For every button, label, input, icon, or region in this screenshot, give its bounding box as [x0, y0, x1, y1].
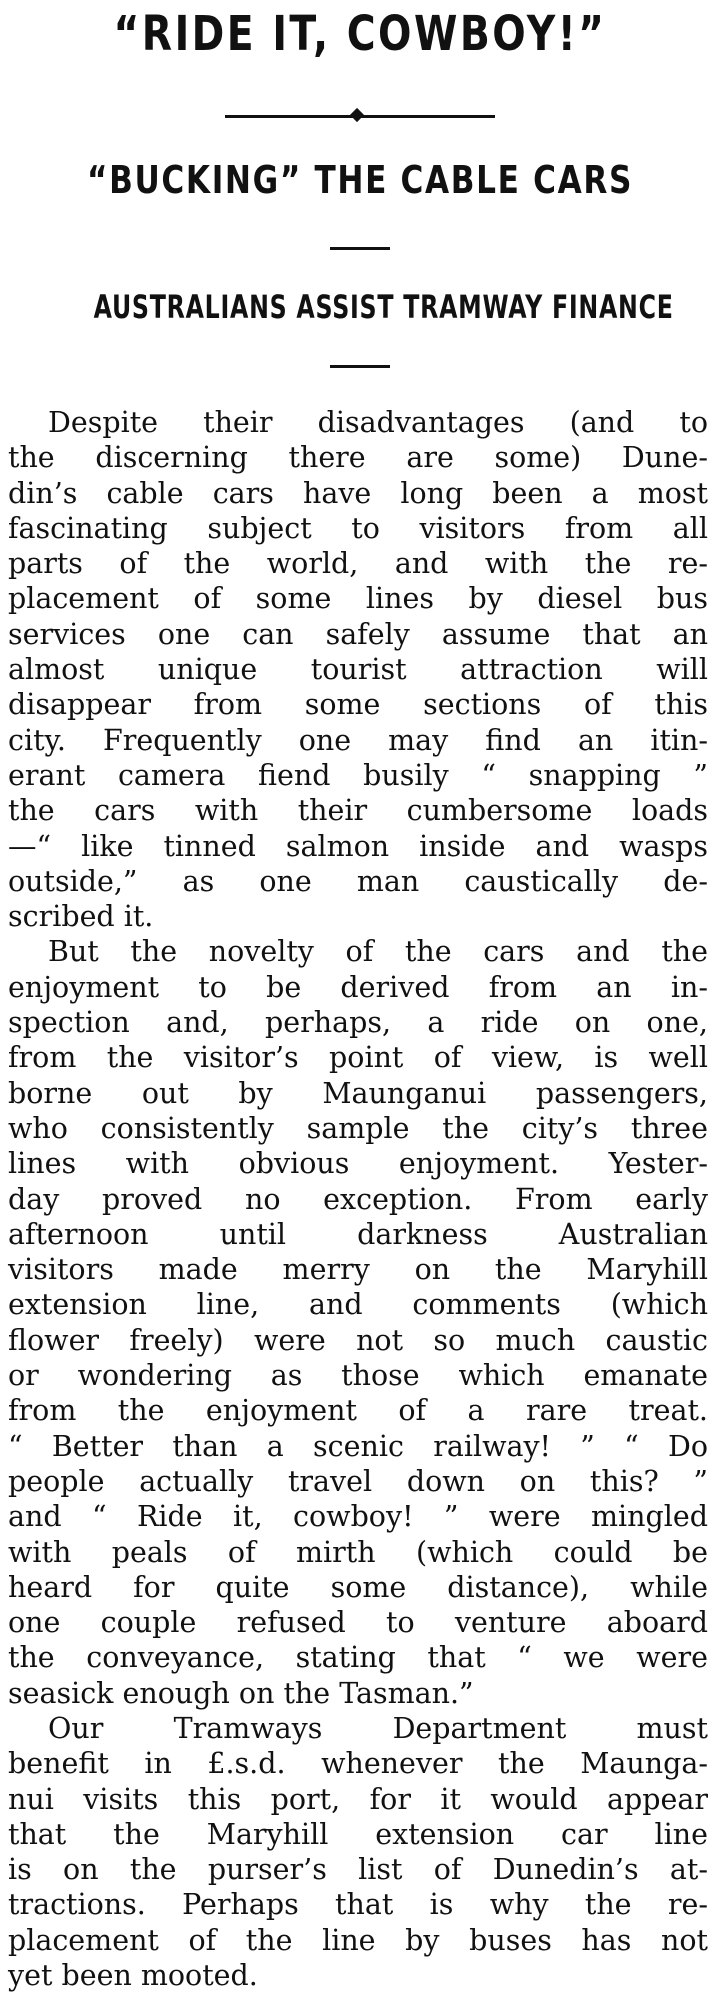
- article-line: “ Better than a scenic railway! ” “ Do: [8, 1429, 708, 1463]
- article-line: is on the purser’s list of Dunedin’s at-: [8, 1853, 708, 1887]
- article-line: the discerning there are some) Dune-: [8, 441, 708, 475]
- article-line: Despite their disadvantages (and to: [48, 406, 708, 439]
- article-line: seasick enough on the Tasman.”: [8, 1676, 474, 1710]
- article-line: lines with obvious enjoyment. Yester-: [8, 1147, 708, 1181]
- article-line: one couple refused to venture aboard: [8, 1606, 708, 1640]
- article-line: that the Maryhill extension car line: [8, 1817, 708, 1851]
- main-headline: “RIDE IT, COWBOY!”: [113, 6, 607, 62]
- article-line: extension line, and comments (which: [8, 1288, 708, 1322]
- article-line: and “ Ride it, cowboy! ” were mingled: [8, 1500, 708, 1534]
- article-line: visitors made merry on the Maryhill: [8, 1253, 708, 1287]
- article-line: day proved no exception. From early: [8, 1182, 708, 1216]
- third-headline: AUSTRALIANS ASSIST TRAMWAY FINANCE: [93, 288, 674, 326]
- article-line: with peals of mirth (which could be: [8, 1535, 708, 1569]
- diamond-divider: [225, 110, 495, 122]
- article-line: people actually travel down on this? ”: [8, 1464, 708, 1498]
- article-line: the cars with their cumbersome loads: [8, 794, 708, 828]
- short-divider: [330, 365, 390, 368]
- article-line: placement of the line by buses has not: [8, 1923, 708, 1957]
- article-line: spection and, perhaps, a ride on one,: [8, 1006, 708, 1040]
- article-line: from the visitor’s point of view, is well: [8, 1041, 708, 1075]
- article-line: erant camera fiend busily “ snapping ”: [8, 758, 708, 792]
- article-line: tractions. Perhaps that is why the re-: [8, 1888, 708, 1922]
- article-line: almost unique tourist attraction will: [8, 653, 708, 687]
- article-line: But the novelty of the cars and the: [48, 935, 708, 969]
- article-line: parts of the world, and with the re-: [8, 547, 708, 581]
- article-line: —“ like tinned salmon inside and wasps: [8, 829, 708, 863]
- article-line: nui visits this port, for it would appear: [8, 1782, 708, 1816]
- article-line: yet been mooted.: [8, 1959, 258, 1993]
- article-line: flower freely) were not so much caustic: [8, 1323, 708, 1357]
- article-line: city. Frequently one may find an itin-: [8, 723, 708, 757]
- article-line: services one can safely assume that an: [8, 617, 708, 651]
- short-divider: [330, 247, 390, 250]
- article-body: [8, 405, 708, 1993]
- article-line: the conveyance, stating that “ we were: [8, 1641, 708, 1675]
- article-line: heard for quite some distance), while: [8, 1570, 708, 1604]
- article-line: who consistently sample the city’s three: [8, 1111, 708, 1145]
- article-line: from the enjoyment of a rare treat.: [8, 1394, 708, 1428]
- article-line: din’s cable cars have long been a most: [8, 476, 708, 510]
- second-headline: “BUCKING” THE CABLE CARS: [86, 158, 634, 202]
- article-line: borne out by Maunganui passengers,: [8, 1076, 708, 1110]
- article-line: fascinating subject to visitors from all: [8, 511, 708, 545]
- article-line: or wondering as those which emanate: [8, 1359, 708, 1393]
- article-line: outside,” as one man caustically de-: [8, 864, 708, 898]
- article-line: afternoon until darkness Australian: [8, 1217, 708, 1251]
- diamond-ornament-icon: [350, 108, 364, 122]
- article-line: Our Tramways Department must: [48, 1711, 708, 1745]
- article-line: benefit in £.s.d. whenever the Maunga-: [8, 1747, 708, 1781]
- article-line: placement of some lines by diesel bus: [8, 582, 708, 616]
- article-line: disappear from some sections of this: [8, 688, 708, 722]
- article-line: scribed it.: [8, 900, 154, 934]
- article-line: enjoyment to be derived from an in-: [8, 970, 708, 1004]
